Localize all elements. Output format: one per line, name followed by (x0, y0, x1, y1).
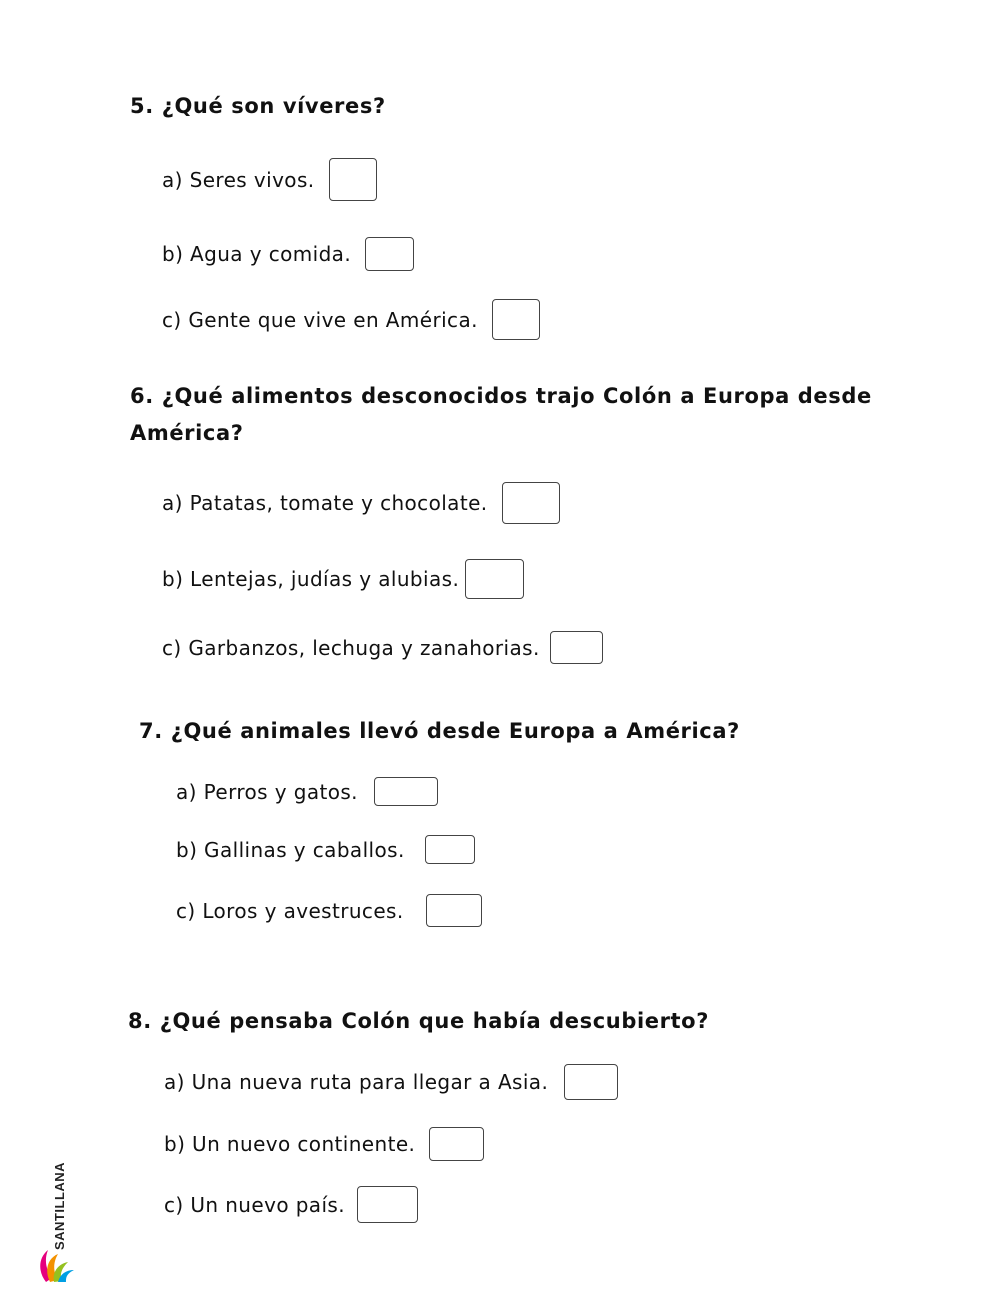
option-label: b) Agua y comida. (162, 242, 352, 266)
option-label: a) Patatas, tomate y chocolate. (162, 491, 488, 515)
question-8-option-c (164, 1186, 418, 1223)
question-5-title: 5. ¿Qué son víveres? (130, 94, 386, 118)
question-5-option-b (162, 237, 414, 271)
question-6-title-line2: América? (130, 421, 244, 445)
answer-checkbox[interactable] (426, 894, 482, 927)
answer-checkbox[interactable] (329, 158, 377, 201)
answer-checkbox[interactable] (374, 777, 438, 806)
question-8-option-a (164, 1064, 618, 1100)
question-6-title (130, 378, 872, 452)
question-5-option-a (162, 158, 377, 201)
question-7-option-a (176, 777, 438, 806)
question-7-option-c (176, 894, 482, 927)
option-label: c) Loros y avestruces. (176, 898, 404, 923)
question-7-title: 7. ¿Qué animales llevó desde Europa a América? (139, 719, 740, 743)
question-6-title-line1: 6. ¿Qué alimentos desconocidos trajo Colón a Europa desde (130, 384, 872, 408)
option-label: a) Seres vivos. (162, 167, 315, 192)
option-label: a) Perros y gatos. (176, 779, 358, 804)
answer-checkbox[interactable] (564, 1064, 618, 1100)
option-label: c) Gente que vive en América. (162, 307, 478, 332)
answer-checkbox[interactable] (550, 631, 603, 664)
question-8-option-b (164, 1127, 484, 1161)
option-label: b) Gallinas y caballos. (176, 837, 405, 862)
option-label: b) Un nuevo continente. (164, 1132, 416, 1156)
santillana-wordmark: SANTILLANA (52, 1161, 67, 1250)
question-6-option-a (162, 482, 560, 524)
answer-checkbox[interactable] (429, 1127, 484, 1161)
answer-checkbox[interactable] (492, 299, 540, 340)
question-6-option-b (162, 559, 524, 599)
question-6-option-c (162, 631, 603, 664)
answer-checkbox[interactable] (502, 482, 560, 524)
option-label: c) Un nuevo país. (164, 1192, 345, 1217)
answer-checkbox[interactable] (465, 559, 524, 599)
option-label: a) Una nueva ruta para llegar a Asia. (164, 1070, 549, 1094)
option-label: c) Garbanzos, lechuga y zanahorias. (162, 635, 540, 660)
question-7-option-b (176, 835, 475, 864)
question-5-option-c (162, 299, 540, 340)
answer-checkbox[interactable] (357, 1186, 418, 1223)
answer-checkbox[interactable] (365, 237, 414, 271)
option-label: b) Lentejas, judías y alubias. (162, 567, 460, 591)
question-8-title: 8. ¿Qué pensaba Colón que había descubierto? (128, 1009, 709, 1033)
answer-checkbox[interactable] (425, 835, 475, 864)
